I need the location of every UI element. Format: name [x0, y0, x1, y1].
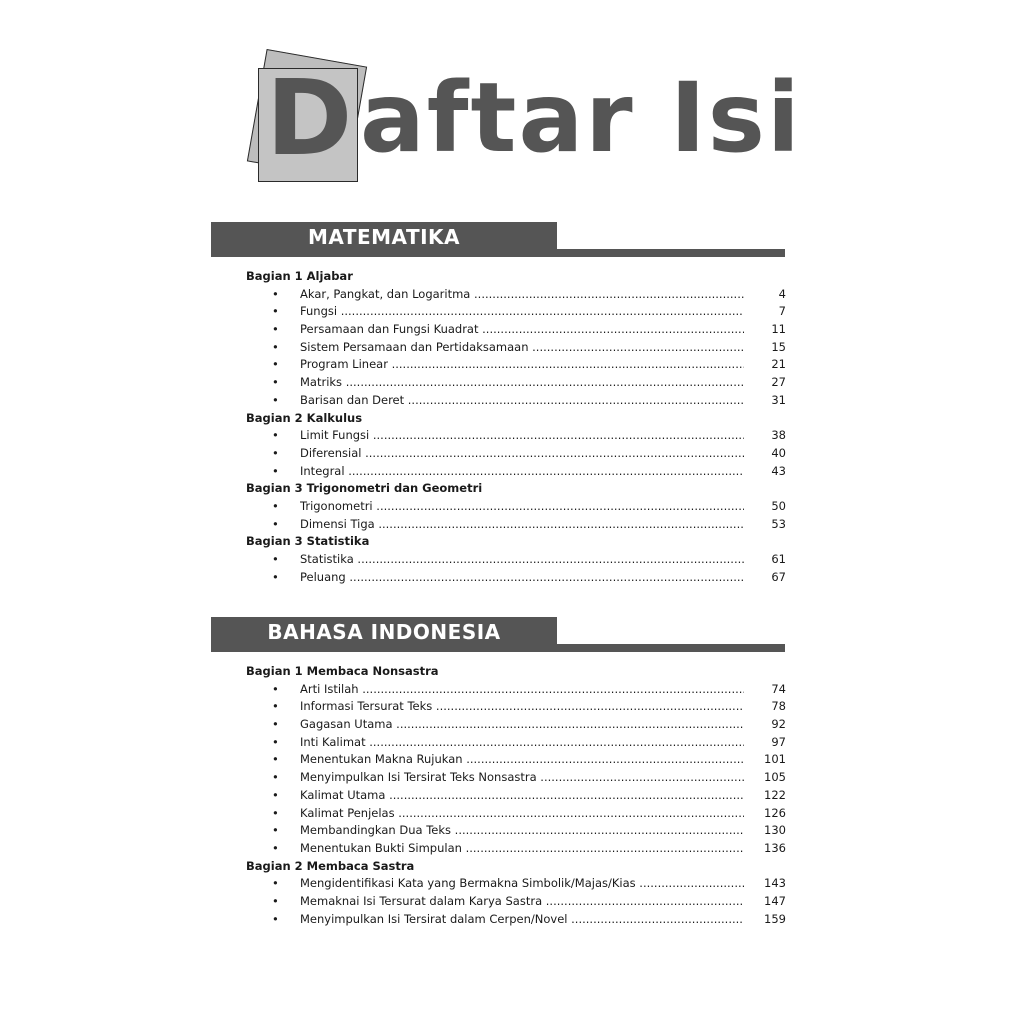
toc-entry	[246, 840, 786, 858]
toc-entry	[246, 822, 786, 840]
bullet-icon: •	[272, 322, 279, 337]
section-header-matematika	[211, 222, 785, 258]
toc-entry-title: Arti Istilah .....	[300, 681, 744, 699]
toc-entry-title: Menyimpulkan Isi Tersirat dalam Cerpen/Novel .....	[300, 911, 744, 929]
bullet-icon: •	[272, 392, 279, 407]
toc-entry-title: Statistika .....	[300, 551, 744, 569]
toc-entry-page: 53	[771, 516, 786, 531]
bullet-icon: •	[272, 569, 279, 584]
toc-entry-page: 143	[764, 876, 786, 891]
toc-entry-page: 101	[764, 752, 786, 767]
toc-entry-page: 126	[764, 805, 786, 820]
toc-entry-page: 67	[771, 569, 786, 584]
toc-group-heading: Bagian 3 Statistika	[246, 534, 370, 549]
bullet-icon: •	[272, 840, 279, 855]
toc-entry-title: Fungsi .....	[300, 303, 744, 321]
toc-entry-page: 130	[764, 823, 786, 838]
bullet-icon: •	[272, 787, 279, 802]
toc-entry-page: 97	[771, 734, 786, 749]
toc-group-heading: Bagian 2 Membaca Sastra	[246, 858, 415, 873]
bullet-icon: •	[272, 286, 279, 301]
toc-entry-page: 92	[771, 717, 786, 732]
toc-entry	[246, 427, 786, 445]
bullet-icon: •	[272, 375, 279, 390]
toc-group-heading: Bagian 3 Trigonometri dan Geometri	[246, 481, 483, 496]
toc-entry	[246, 805, 786, 823]
toc-entry	[246, 356, 786, 374]
bullet-icon: •	[272, 752, 279, 767]
toc-entry-page: 78	[771, 699, 786, 714]
toc-entry-page: 105	[764, 770, 786, 785]
bullet-icon: •	[272, 304, 279, 319]
bullet-icon: •	[272, 498, 279, 513]
toc-entry-title: Program Linear .....	[300, 356, 744, 374]
bullet-icon: •	[272, 699, 279, 714]
toc-entry-title: Limit Fungsi .....	[300, 427, 744, 445]
toc-entry-title: Informasi Tersurat Teks .....	[300, 698, 744, 716]
toc-entry	[246, 551, 786, 569]
toc-entry	[246, 286, 786, 304]
bullet-icon: •	[272, 770, 279, 785]
section-heading: BAHASA INDONESIA	[267, 620, 501, 644]
toc-entry	[246, 303, 786, 321]
toc-entry-title: Akar, Pangkat, dan Logaritma .....	[300, 286, 744, 304]
title-first-letter: D	[266, 57, 353, 179]
toc-entry	[246, 516, 786, 534]
toc-entry	[246, 498, 786, 516]
toc-entry-title: Menyimpulkan Isi Tersirat Teks Nonsastra .....	[300, 769, 744, 787]
section-header-bahasa-indonesia	[211, 617, 785, 653]
toc-entry	[246, 445, 786, 463]
toc-entry-title: Persamaan dan Fungsi Kuadrat .....	[300, 321, 744, 339]
toc-entry	[246, 374, 786, 392]
toc-list-matematika	[246, 268, 786, 586]
toc-entry-page: 38	[771, 428, 786, 443]
toc-entry	[246, 698, 786, 716]
toc-entry-page: 50	[771, 498, 786, 513]
toc-entry	[246, 463, 786, 481]
toc-entry	[246, 392, 786, 410]
bullet-icon: •	[272, 823, 279, 838]
toc-entry	[246, 787, 786, 805]
section-heading: MATEMATIKA	[307, 225, 461, 249]
bullet-icon: •	[272, 893, 279, 908]
toc-entry-title: Inti Kalimat .....	[300, 734, 744, 752]
toc-entry	[246, 734, 786, 752]
page-title: aftar Isi	[360, 62, 802, 174]
toc-entry-title: Gagasan Utama .....	[300, 716, 744, 734]
bullet-icon: •	[272, 717, 279, 732]
toc-entry-title: Menentukan Bukti Simpulan .....	[300, 840, 744, 858]
toc-entry-page: 159	[764, 911, 786, 926]
toc-entry	[246, 321, 786, 339]
section-header-rule	[211, 249, 785, 257]
toc-entry	[246, 569, 786, 587]
section-header-rule	[211, 644, 785, 652]
bullet-icon: •	[272, 734, 279, 749]
toc-group-heading: Bagian 1 Aljabar	[246, 269, 353, 283]
toc-list-bahasa-indonesia	[246, 663, 786, 928]
toc-entry-title: Diferensial .....	[300, 445, 744, 463]
toc-entry-title: Trigonometri .....	[300, 498, 744, 516]
toc-entry-title: Sistem Persamaan dan Pertidaksamaan .....	[300, 339, 744, 357]
toc-entry-page: 74	[771, 681, 786, 696]
bullet-icon: •	[272, 445, 279, 460]
toc-entry-title: Memaknai Isi Tersurat dalam Karya Sastra .....	[300, 893, 744, 911]
toc-entry-page: 147	[764, 893, 786, 908]
toc-entry-title: Kalimat Utama .....	[300, 787, 744, 805]
toc-entry-page: 43	[771, 463, 786, 478]
toc-entry-title: Menentukan Makna Rujukan .....	[300, 751, 744, 769]
toc-entry-page: 136	[764, 840, 786, 855]
toc-entry-title: Matriks .....	[300, 374, 744, 392]
bullet-icon: •	[272, 339, 279, 354]
bullet-icon: •	[272, 552, 279, 566]
toc-entry-page: 61	[771, 552, 786, 566]
toc-entry	[246, 716, 786, 734]
bullet-icon: •	[272, 805, 279, 820]
toc-entry-title: Integral .....	[300, 463, 744, 481]
toc-entry-page: 40	[771, 445, 786, 460]
toc-entry-page: 122	[764, 787, 786, 802]
toc-entry-title: Barisan dan Deret .....	[300, 392, 744, 410]
bullet-icon: •	[272, 911, 279, 926]
toc-entry	[246, 681, 786, 699]
toc-entry	[246, 893, 786, 911]
toc-entry-title: Membandingkan Dua Teks .....	[300, 822, 744, 840]
bullet-icon: •	[272, 463, 279, 478]
bullet-icon: •	[272, 357, 279, 372]
toc-entry-page: 21	[771, 357, 786, 372]
bullet-icon: •	[272, 876, 279, 891]
toc-group-heading: Bagian 2 Kalkulus	[246, 410, 363, 425]
toc-entry	[246, 911, 786, 929]
toc-entry-title: Kalimat Penjelas .....	[300, 805, 744, 823]
toc-entry-title: Peluang .....	[300, 569, 744, 587]
toc-entry-title: Mengidentifikasi Kata yang Bermakna Simbolik/Majas/Kias .....	[300, 875, 744, 893]
toc-entry-page: 7	[778, 304, 786, 319]
toc-entry-page: 4	[778, 286, 786, 301]
bullet-icon: •	[272, 681, 279, 696]
toc-group-heading: Bagian 1 Membaca Nonsastra	[246, 664, 439, 678]
toc-entry-page: 31	[771, 392, 786, 407]
toc-entry	[246, 769, 786, 787]
toc-entry-page: 27	[771, 375, 786, 390]
toc-entry	[246, 339, 786, 357]
toc-entry	[246, 875, 786, 893]
bullet-icon: •	[272, 428, 279, 443]
toc-entry-title: Dimensi Tiga .....	[300, 516, 744, 534]
toc-entry-page: 15	[771, 339, 786, 354]
bullet-icon: •	[272, 516, 279, 531]
toc-entry	[246, 751, 786, 769]
toc-entry-page: 11	[771, 322, 786, 337]
